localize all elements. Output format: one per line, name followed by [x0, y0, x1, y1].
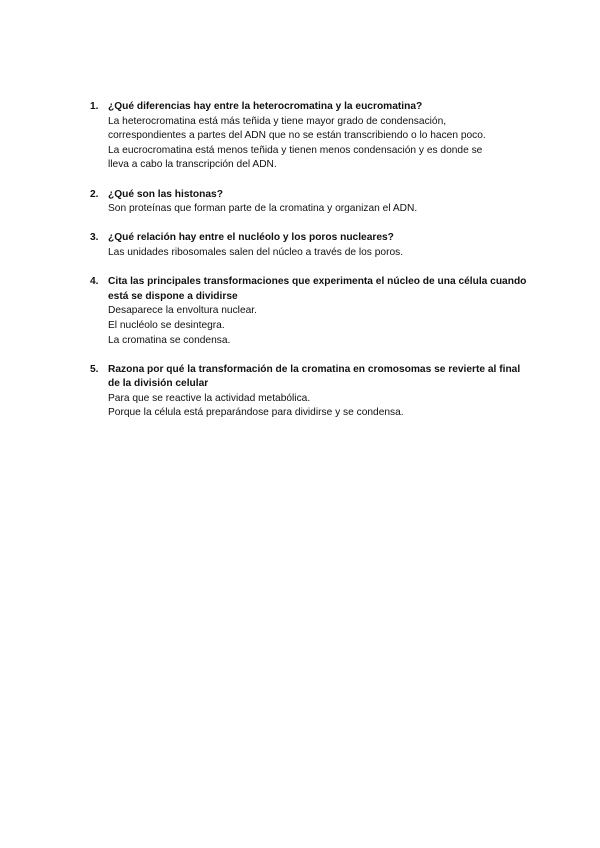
question-number: 4. [90, 276, 99, 288]
answer-line: Porque la célula está preparándose para dividirse y se condensa. [108, 407, 404, 419]
answer-line: La heterocromatina está más teñida y tiene mayor grado de condensación, [108, 115, 447, 127]
answer-line: Las unidades ribosomales salen del núcleo a través de los poros. [108, 246, 404, 258]
answer-line: Desaparece la envoltura nuclear. [108, 305, 257, 317]
answer-line: La eucrocromatina está menos teñida y tienen menos condensación y es donde se [108, 144, 483, 156]
question-text: Cita las principales transformaciones que experimenta el núcleo de una célula cuando está se dispone a dividirse [108, 276, 527, 302]
question-number: 5. [90, 363, 99, 375]
question-number: 1. [90, 101, 99, 112]
question-item-1 [90, 100, 530, 173]
answer-line: Para que se reactive la actividad metabólica. [108, 392, 311, 404]
question-number: 3. [90, 232, 99, 244]
question-item-2 [90, 188, 530, 217]
answer-line: lleva a cabo la transcripción del ADN. [108, 159, 277, 171]
question-list [90, 100, 530, 436]
answer-line: El nucléolo se desintegra. [108, 319, 225, 331]
answer-line: correspondientes a partes del ADN que no se están transcribiendo o lo hacen poco. [108, 130, 486, 142]
question-text: Razona por qué la transformación de la cromatina en cromosomas se revierte al final de la división celular [108, 363, 521, 390]
answer-line: Son proteínas que forman parte de la cromatina y organizan el ADN. [108, 203, 418, 215]
question-number: 2. [90, 188, 99, 200]
question-item-3 [90, 231, 530, 260]
answer-line: La cromatina se condensa. [108, 334, 231, 346]
question-item-5 [90, 363, 530, 421]
question-item-4 [90, 275, 530, 348]
question-text: ¿Qué son las histonas? [108, 188, 223, 200]
question-text: ¿Qué diferencias hay entre la heterocromatina y la eucromatina? [108, 101, 423, 112]
question-text: ¿Qué relación hay entre el nucléolo y los poros nucleares? [108, 232, 394, 244]
